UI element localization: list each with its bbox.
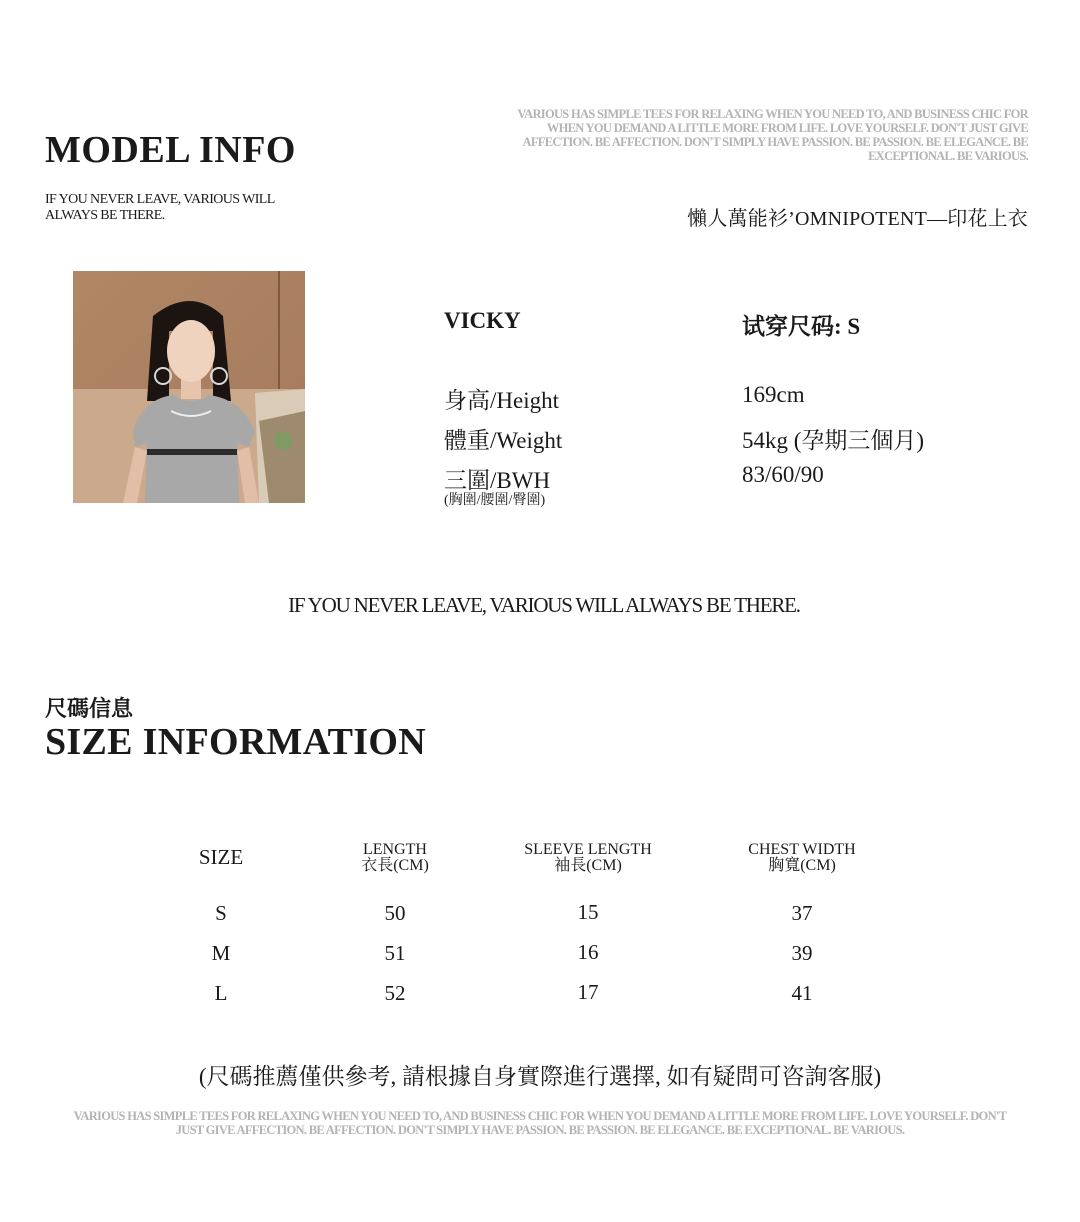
column-header-size xyxy=(151,845,291,869)
length-cell: 52 xyxy=(384,981,406,1005)
column-header-chest-width-en: CHEST WIDTH xyxy=(748,841,856,858)
column-header-sleeve-length xyxy=(498,842,678,874)
product-name: 懶人萬能衫’OMNIPOTENT—印花上衣 xyxy=(687,208,1028,230)
chest-width-cell: 41 xyxy=(791,981,813,1005)
model-size-tried: 试穿尺码: S xyxy=(742,314,861,339)
size-disclaimer: (尺碼推薦僅供參考, 請根據自身實際進行選擇, 如有疑問可咨詢客服) xyxy=(198,1064,882,1089)
column-header-sleeve-length-cn: 袖長(CM) xyxy=(554,857,622,874)
sleeve-length-cell: 16 xyxy=(577,940,599,964)
sleeve-length-cell: 17 xyxy=(577,980,599,1004)
page-title: MODEL INFO xyxy=(45,129,296,171)
bwh-note: (胸圍/腰圍/臀圍) xyxy=(444,493,546,508)
column-header-length xyxy=(325,842,465,874)
size-cell: L xyxy=(214,981,228,1005)
chest-width-cell: 37 xyxy=(791,901,813,925)
weight-label: 體重/Weight xyxy=(444,428,563,453)
height-label: 身高/Height xyxy=(444,388,559,413)
length-cell: 51 xyxy=(384,941,406,965)
column-header-size-label: SIZE xyxy=(198,845,244,869)
size-cell: M xyxy=(211,941,231,965)
column-header-chest-width xyxy=(717,842,887,874)
model-photo xyxy=(73,271,305,503)
model-name: VICKY xyxy=(444,308,521,333)
footer-brand-text: VARIOUS HAS SIMPLE TEES FOR RELAXING WHEN YOU NEED TO, AND BUSINESS CHIC FOR WHEN YOU DEMAND A LITTLE MORE FROM LIFE. LOVE YOURSELF. DON'T JUST GIVE AFFECTION. BE AFFECTION. DON'T SIMPLY HAVE PASSION. BE PASSION. BE ELEGANCE. BE EXCEPTIONAL. BE VARIOUS. xyxy=(73,1109,1007,1137)
bwh-value: 83/60/90 xyxy=(742,462,824,487)
length-cell: 50 xyxy=(384,901,406,925)
header-tagline: IF YOU NEVER LEAVE, VARIOUS WILL ALWAYS BE THERE. xyxy=(45,192,275,223)
bwh-label: 三圍/BWH xyxy=(444,468,551,493)
column-header-length-en: LENGTH xyxy=(363,841,427,858)
sleeve-length-cell: 15 xyxy=(577,900,599,924)
size-section-title-en: SIZE INFORMATION xyxy=(45,721,426,763)
brand-intro-text: VARIOUS HAS SIMPLE TEES FOR RELAXING WHEN YOU NEED TO, AND BUSINESS CHIC FOR WHEN YOU DEMAND A LITTLE MORE FROM LIFE. LOVE YOURSELF. DON'T JUST GIVE AFFECTION. BE AFFECTION. DON'T SIMPLY HAVE PASSION. BE PASSION. BE ELEGANCE. BE EXCEPTIONAL. BE VARIOUS. xyxy=(517,107,1028,163)
chest-width-cell: 39 xyxy=(791,941,813,965)
size-cell: S xyxy=(215,901,227,925)
height-value: 169cm xyxy=(742,382,805,407)
column-header-sleeve-length-en: SLEEVE LENGTH xyxy=(524,841,652,858)
column-header-length-cn: 衣長(CM) xyxy=(361,857,429,874)
size-section-title-cn: 尺碼信息 xyxy=(45,696,134,721)
mid-slogan: IF YOU NEVER LEAVE, VARIOUS WILL ALWAYS BE THERE. xyxy=(288,593,800,617)
weight-value: 54kg (孕期三個月) xyxy=(742,428,925,453)
column-header-chest-width-cn: 胸寬(CM) xyxy=(768,857,836,874)
